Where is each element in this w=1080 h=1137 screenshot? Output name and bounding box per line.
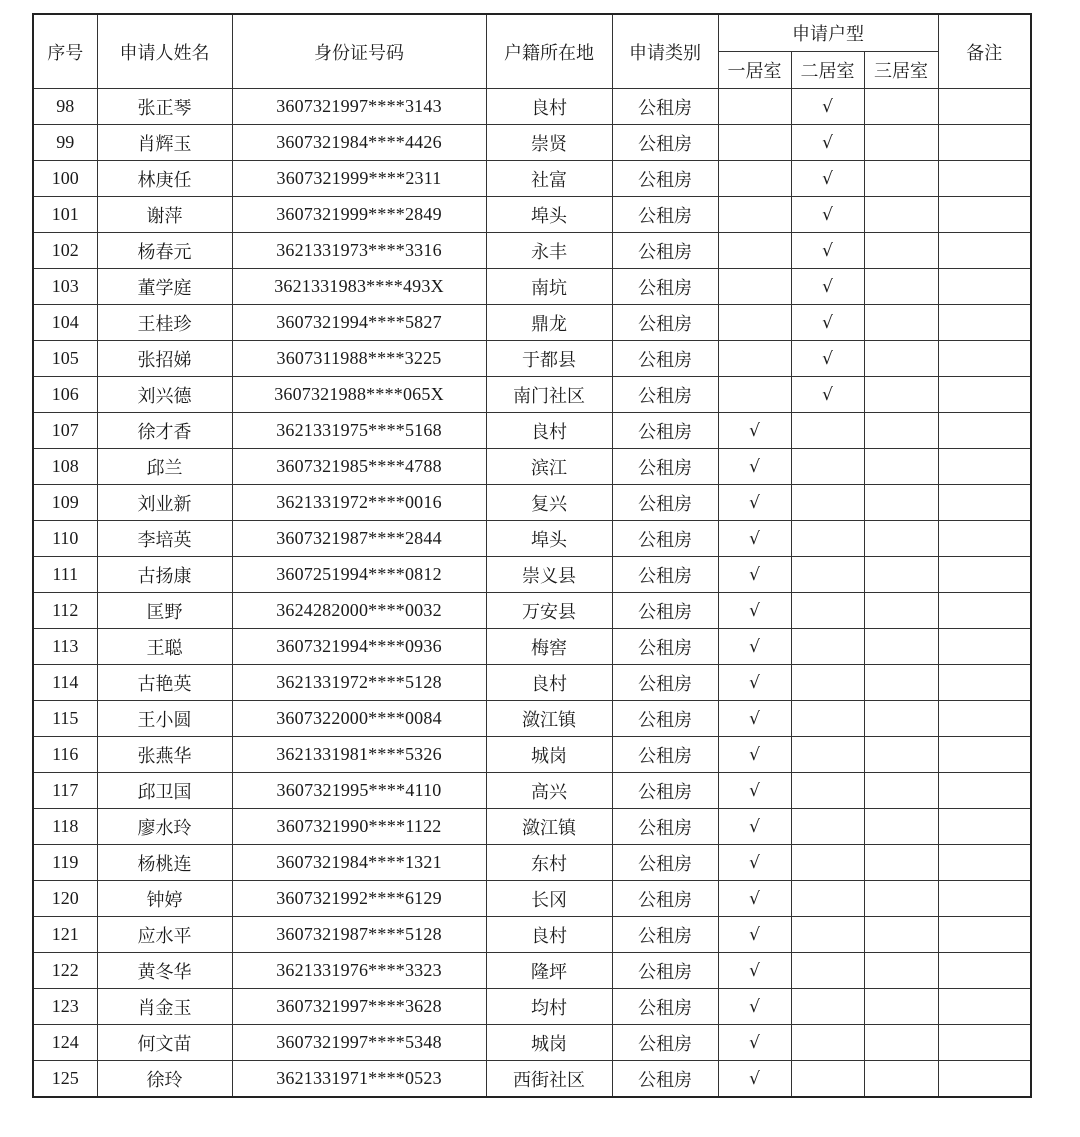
row-category: 公租房: [612, 125, 718, 161]
row-hukou: 社富: [486, 161, 612, 197]
row-seq: 98: [33, 89, 97, 125]
row-seq: 114: [33, 665, 97, 701]
row-room3-check: [864, 557, 938, 593]
row-id-number: 3607321992****6129: [232, 881, 486, 917]
row-room1-check: √: [718, 485, 791, 521]
row-room2-check: √: [791, 233, 864, 269]
row-note: [938, 377, 1031, 413]
row-seq: 109: [33, 485, 97, 521]
row-hukou: 南坑: [486, 269, 612, 305]
row-note: [938, 989, 1031, 1025]
row-category: 公租房: [612, 377, 718, 413]
row-room2-check: [791, 809, 864, 845]
row-room3-check: [864, 629, 938, 665]
row-hukou: 南门社区: [486, 377, 612, 413]
row-note: [938, 125, 1031, 161]
row-room3-check: [864, 521, 938, 557]
row-room3-check: [864, 989, 938, 1025]
row-applicant-name: 王聪: [97, 629, 232, 665]
row-applicant-name: 王桂珍: [97, 305, 232, 341]
row-hukou: 高兴: [486, 773, 612, 809]
row-room1-check: [718, 377, 791, 413]
row-seq: 119: [33, 845, 97, 881]
row-category: 公租房: [612, 197, 718, 233]
row-id-number: 3607321997****3143: [232, 89, 486, 125]
row-seq: 100: [33, 161, 97, 197]
row-applicant-name: 古扬康: [97, 557, 232, 593]
row-room3-check: [864, 305, 938, 341]
row-room2-check: [791, 701, 864, 737]
header-unit-type: 申请户型: [718, 14, 938, 52]
row-room2-check: [791, 917, 864, 953]
row-room1-check: √: [718, 449, 791, 485]
row-id-number: 3607321997****3628: [232, 989, 486, 1025]
row-room2-check: √: [791, 197, 864, 233]
row-room1-check: √: [718, 1025, 791, 1061]
row-category: 公租房: [612, 881, 718, 917]
row-id-number: 3607321994****5827: [232, 305, 486, 341]
row-category: 公租房: [612, 305, 718, 341]
row-room3-check: [864, 125, 938, 161]
row-note: [938, 197, 1031, 233]
row-note: [938, 773, 1031, 809]
row-id-number: 3607321990****1122: [232, 809, 486, 845]
row-room3-check: [864, 773, 938, 809]
row-applicant-name: 古艳英: [97, 665, 232, 701]
table-row: [33, 881, 1031, 917]
row-room1-check: √: [718, 701, 791, 737]
row-applicant-name: 杨春元: [97, 233, 232, 269]
row-seq: 124: [33, 1025, 97, 1061]
row-room2-check: [791, 665, 864, 701]
table-row: [33, 701, 1031, 737]
row-applicant-name: 杨桃连: [97, 845, 232, 881]
row-id-number: 3607321995****4110: [232, 773, 486, 809]
row-seq: 106: [33, 377, 97, 413]
row-seq: 101: [33, 197, 97, 233]
table-row: [33, 557, 1031, 593]
row-applicant-name: 应水平: [97, 917, 232, 953]
row-hukou: 城岗: [486, 737, 612, 773]
row-room3-check: [864, 413, 938, 449]
row-room3-check: [864, 593, 938, 629]
row-applicant-name: 黄冬华: [97, 953, 232, 989]
row-room2-check: √: [791, 305, 864, 341]
row-category: 公租房: [612, 161, 718, 197]
row-note: [938, 269, 1031, 305]
row-room2-check: [791, 881, 864, 917]
row-seq: 123: [33, 989, 97, 1025]
row-seq: 103: [33, 269, 97, 305]
row-note: [938, 593, 1031, 629]
row-seq: 115: [33, 701, 97, 737]
table-row: [33, 233, 1031, 269]
row-note: [938, 89, 1031, 125]
row-category: 公租房: [612, 845, 718, 881]
row-room3-check: [864, 341, 938, 377]
row-applicant-name: 林庚任: [97, 161, 232, 197]
row-room2-check: [791, 773, 864, 809]
row-category: 公租房: [612, 341, 718, 377]
row-room3-check: [864, 197, 938, 233]
row-id-number: 3607321988****065X: [232, 377, 486, 413]
row-room3-check: [864, 89, 938, 125]
row-id-number: 3607321985****4788: [232, 449, 486, 485]
row-hukou: 永丰: [486, 233, 612, 269]
row-room2-check: [791, 989, 864, 1025]
row-seq: 122: [33, 953, 97, 989]
row-hukou: 潋江镇: [486, 809, 612, 845]
row-room2-check: [791, 413, 864, 449]
header-room1: 一居室: [718, 52, 791, 89]
row-room1-check: √: [718, 809, 791, 845]
row-id-number: 3621331972****5128: [232, 665, 486, 701]
table-row: [33, 593, 1031, 629]
row-room1-check: √: [718, 737, 791, 773]
row-note: [938, 953, 1031, 989]
header-hukou: 户籍所在地: [486, 14, 612, 89]
row-id-number: 3621331973****3316: [232, 233, 486, 269]
row-id-number: 3621331975****5168: [232, 413, 486, 449]
row-category: 公租房: [612, 593, 718, 629]
row-room2-check: [791, 845, 864, 881]
applicant-table: [32, 13, 1032, 1098]
row-note: [938, 881, 1031, 917]
row-seq: 121: [33, 917, 97, 953]
row-hukou: 潋江镇: [486, 701, 612, 737]
row-id-number: 3607251994****0812: [232, 557, 486, 593]
row-note: [938, 413, 1031, 449]
row-hukou: 于都县: [486, 341, 612, 377]
row-applicant-name: 张招娣: [97, 341, 232, 377]
row-hukou: 城岗: [486, 1025, 612, 1061]
row-room2-check: √: [791, 89, 864, 125]
row-room3-check: [864, 1061, 938, 1098]
row-seq: 107: [33, 413, 97, 449]
row-category: 公租房: [612, 953, 718, 989]
table-row: [33, 521, 1031, 557]
row-hukou: 隆坪: [486, 953, 612, 989]
row-room1-check: √: [718, 665, 791, 701]
row-category: 公租房: [612, 521, 718, 557]
row-note: [938, 485, 1031, 521]
row-applicant-name: 李培英: [97, 521, 232, 557]
row-room2-check: √: [791, 341, 864, 377]
table-body: [33, 89, 1031, 1098]
row-note: [938, 1025, 1031, 1061]
row-seq: 105: [33, 341, 97, 377]
row-hukou: 滨江: [486, 449, 612, 485]
header-name: 申请人姓名: [97, 14, 232, 89]
header-seq: 序号: [33, 14, 97, 89]
row-category: 公租房: [612, 89, 718, 125]
row-seq: 99: [33, 125, 97, 161]
row-room2-check: [791, 953, 864, 989]
table-row: [33, 953, 1031, 989]
row-category: 公租房: [612, 485, 718, 521]
row-seq: 110: [33, 521, 97, 557]
row-applicant-name: 王小圆: [97, 701, 232, 737]
table-header: [33, 14, 1031, 89]
row-category: 公租房: [612, 557, 718, 593]
row-id-number: 3607321999****2849: [232, 197, 486, 233]
row-room3-check: [864, 809, 938, 845]
table-row: [33, 1061, 1031, 1098]
row-room1-check: [718, 89, 791, 125]
row-room3-check: [864, 881, 938, 917]
row-room1-check: √: [718, 881, 791, 917]
header-room3: 三居室: [864, 52, 938, 89]
row-hukou: 良村: [486, 413, 612, 449]
table-row: [33, 449, 1031, 485]
table-row: [33, 989, 1031, 1025]
row-room1-check: √: [718, 521, 791, 557]
row-hukou: 崇义县: [486, 557, 612, 593]
row-room1-check: [718, 161, 791, 197]
table-row: [33, 1025, 1031, 1061]
row-room2-check: √: [791, 161, 864, 197]
row-applicant-name: 徐才香: [97, 413, 232, 449]
row-id-number: 3607321987****2844: [232, 521, 486, 557]
row-category: 公租房: [612, 989, 718, 1025]
row-room1-check: √: [718, 773, 791, 809]
row-note: [938, 521, 1031, 557]
row-note: [938, 1061, 1031, 1098]
row-room3-check: [864, 269, 938, 305]
row-room3-check: [864, 665, 938, 701]
row-id-number: 3607321987****5128: [232, 917, 486, 953]
row-category: 公租房: [612, 917, 718, 953]
table-row: [33, 377, 1031, 413]
header-note: 备注: [938, 14, 1031, 89]
row-id-number: 3607321984****1321: [232, 845, 486, 881]
row-note: [938, 557, 1031, 593]
row-hukou: 良村: [486, 89, 612, 125]
row-note: [938, 701, 1031, 737]
row-hukou: 埠头: [486, 521, 612, 557]
table-row: [33, 485, 1031, 521]
row-applicant-name: 刘业新: [97, 485, 232, 521]
row-applicant-name: 邱兰: [97, 449, 232, 485]
row-category: 公租房: [612, 1025, 718, 1061]
row-note: [938, 305, 1031, 341]
table-row: [33, 89, 1031, 125]
row-hukou: 东村: [486, 845, 612, 881]
row-category: 公租房: [612, 737, 718, 773]
row-applicant-name: 徐玲: [97, 1061, 232, 1098]
row-hukou: 复兴: [486, 485, 612, 521]
row-seq: 118: [33, 809, 97, 845]
row-applicant-name: 张正琴: [97, 89, 232, 125]
row-room2-check: √: [791, 125, 864, 161]
table-row: [33, 413, 1031, 449]
table-row: [33, 773, 1031, 809]
row-category: 公租房: [612, 269, 718, 305]
row-seq: 120: [33, 881, 97, 917]
row-hukou: 崇贤: [486, 125, 612, 161]
row-room3-check: [864, 845, 938, 881]
table-row: [33, 125, 1031, 161]
row-room2-check: √: [791, 377, 864, 413]
row-applicant-name: 肖辉玉: [97, 125, 232, 161]
row-applicant-name: 刘兴德: [97, 377, 232, 413]
row-category: 公租房: [612, 449, 718, 485]
row-room2-check: [791, 485, 864, 521]
row-id-number: 3621331976****3323: [232, 953, 486, 989]
table-row: [33, 269, 1031, 305]
row-id-number: 3607321999****2311: [232, 161, 486, 197]
row-hukou: 埠头: [486, 197, 612, 233]
row-category: 公租房: [612, 1061, 718, 1098]
row-room2-check: [791, 593, 864, 629]
row-room2-check: [791, 521, 864, 557]
row-applicant-name: 张燕华: [97, 737, 232, 773]
row-applicant-name: 廖水玲: [97, 809, 232, 845]
row-applicant-name: 谢萍: [97, 197, 232, 233]
row-category: 公租房: [612, 233, 718, 269]
row-room1-check: √: [718, 629, 791, 665]
row-applicant-name: 匡野: [97, 593, 232, 629]
row-room3-check: [864, 485, 938, 521]
table-row: [33, 917, 1031, 953]
row-note: [938, 917, 1031, 953]
table-row: [33, 845, 1031, 881]
row-room2-check: [791, 1061, 864, 1098]
row-room3-check: [864, 701, 938, 737]
row-id-number: 3621331981****5326: [232, 737, 486, 773]
table-row: [33, 737, 1031, 773]
row-room1-check: [718, 341, 791, 377]
table-row: [33, 809, 1031, 845]
row-note: [938, 629, 1031, 665]
row-room2-check: [791, 629, 864, 665]
row-note: [938, 161, 1031, 197]
row-room2-check: √: [791, 269, 864, 305]
row-room1-check: √: [718, 413, 791, 449]
row-id-number: 3607321984****4426: [232, 125, 486, 161]
row-id-number: 3624282000****0032: [232, 593, 486, 629]
table-row: [33, 305, 1031, 341]
header-id-number: 身份证号码: [232, 14, 486, 89]
row-seq: 104: [33, 305, 97, 341]
row-applicant-name: 邱卫国: [97, 773, 232, 809]
row-seq: 112: [33, 593, 97, 629]
row-room1-check: [718, 233, 791, 269]
row-category: 公租房: [612, 629, 718, 665]
row-room3-check: [864, 917, 938, 953]
row-note: [938, 737, 1031, 773]
row-room3-check: [864, 737, 938, 773]
table-row: [33, 197, 1031, 233]
row-room1-check: [718, 305, 791, 341]
row-room3-check: [864, 161, 938, 197]
row-seq: 116: [33, 737, 97, 773]
row-note: [938, 341, 1031, 377]
row-hukou: 良村: [486, 665, 612, 701]
row-room2-check: [791, 557, 864, 593]
row-note: [938, 665, 1031, 701]
row-id-number: 3607322000****0084: [232, 701, 486, 737]
row-id-number: 3621331972****0016: [232, 485, 486, 521]
row-id-number: 3621331983****493X: [232, 269, 486, 305]
row-id-number: 3621331971****0523: [232, 1061, 486, 1098]
row-room3-check: [864, 1025, 938, 1061]
row-room1-check: [718, 125, 791, 161]
row-room2-check: [791, 449, 864, 485]
row-room2-check: [791, 1025, 864, 1061]
row-seq: 108: [33, 449, 97, 485]
row-hukou: 均村: [486, 989, 612, 1025]
row-hukou: 梅窖: [486, 629, 612, 665]
row-seq: 113: [33, 629, 97, 665]
table-row: [33, 665, 1031, 701]
row-category: 公租房: [612, 413, 718, 449]
row-hukou: 鼎龙: [486, 305, 612, 341]
row-applicant-name: 董学庭: [97, 269, 232, 305]
row-category: 公租房: [612, 809, 718, 845]
table-row: [33, 341, 1031, 377]
row-note: [938, 449, 1031, 485]
row-seq: 125: [33, 1061, 97, 1098]
row-seq: 102: [33, 233, 97, 269]
row-room2-check: [791, 737, 864, 773]
row-applicant-name: 肖金玉: [97, 989, 232, 1025]
row-applicant-name: 钟婷: [97, 881, 232, 917]
row-note: [938, 845, 1031, 881]
row-room3-check: [864, 953, 938, 989]
row-hukou: 良村: [486, 917, 612, 953]
table-row: [33, 629, 1031, 665]
applicant-list-sheet: [32, 13, 1032, 1098]
row-id-number: 3607311988****3225: [232, 341, 486, 377]
row-room1-check: [718, 269, 791, 305]
row-room1-check: √: [718, 845, 791, 881]
row-room3-check: [864, 377, 938, 413]
row-applicant-name: 何文苗: [97, 1025, 232, 1061]
row-id-number: 3607321997****5348: [232, 1025, 486, 1061]
row-room1-check: √: [718, 557, 791, 593]
row-room1-check: √: [718, 1061, 791, 1098]
row-category: 公租房: [612, 773, 718, 809]
row-hukou: 长冈: [486, 881, 612, 917]
row-room1-check: √: [718, 917, 791, 953]
row-hukou: 万安县: [486, 593, 612, 629]
row-category: 公租房: [612, 665, 718, 701]
row-room1-check: √: [718, 989, 791, 1025]
row-note: [938, 233, 1031, 269]
header-room2: 二居室: [791, 52, 864, 89]
row-category: 公租房: [612, 701, 718, 737]
row-room3-check: [864, 449, 938, 485]
row-room1-check: [718, 197, 791, 233]
row-note: [938, 809, 1031, 845]
row-seq: 117: [33, 773, 97, 809]
row-hukou: 西街社区: [486, 1061, 612, 1098]
row-seq: 111: [33, 557, 97, 593]
row-room1-check: √: [718, 953, 791, 989]
header-category: 申请类别: [612, 14, 718, 89]
row-room1-check: √: [718, 593, 791, 629]
table-row: [33, 161, 1031, 197]
row-id-number: 3607321994****0936: [232, 629, 486, 665]
row-room3-check: [864, 233, 938, 269]
